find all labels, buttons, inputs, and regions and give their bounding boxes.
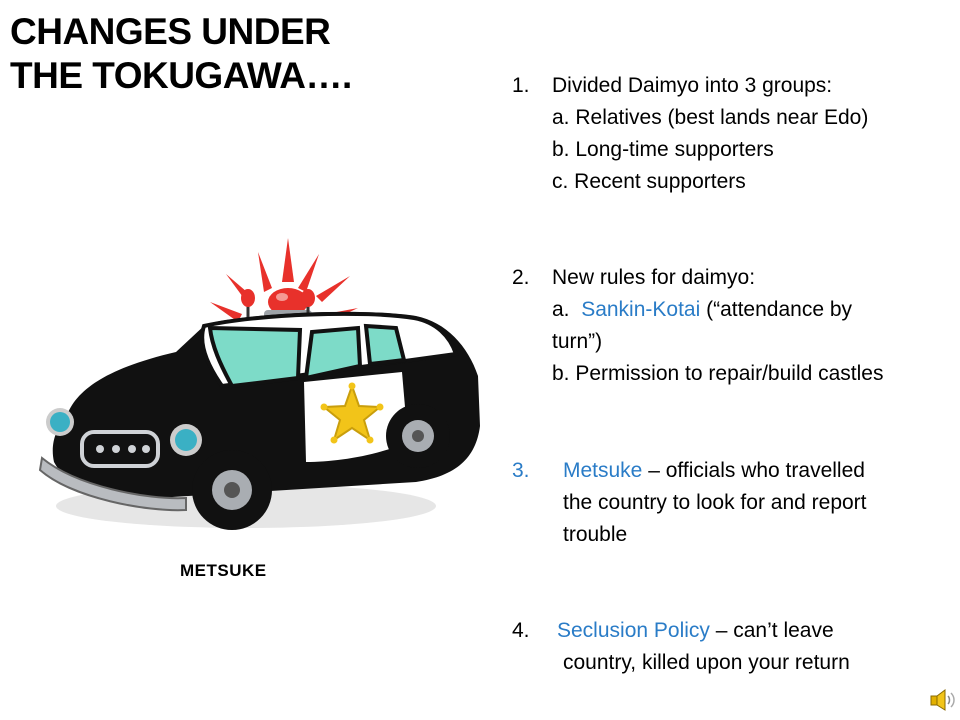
sub-item-a: a. Sankin-Kotai (“attendance by [552, 298, 853, 321]
sub-item-a: a. Relatives (best lands near Edo) [552, 106, 869, 129]
item-line-2: the country to look for and report [563, 491, 867, 514]
list-item-4 [512, 615, 952, 679]
item-line-1: Metsuke – officials who travelled [563, 459, 865, 482]
sub-item-b: b. Long-time supporters [552, 138, 774, 161]
title-line-2: THE TOKUGAWA…. [10, 55, 352, 96]
item-number: 1. [512, 74, 530, 97]
term-seclusion-policy: Seclusion Policy [557, 619, 710, 642]
item-line-2: country, killed upon your return [563, 651, 850, 674]
item-number: 3. [512, 459, 530, 482]
item-line-3: trouble [563, 523, 628, 546]
item-heading: New rules for daimyo: [552, 266, 756, 289]
term-sankin-kotai: Sankin-Kotai [581, 298, 701, 321]
list-item-2 [512, 262, 952, 390]
page-title [10, 10, 352, 98]
speaker-icon[interactable] [928, 686, 956, 714]
title-line-1: CHANGES UNDER [10, 11, 331, 52]
item-number: 2. [512, 266, 530, 289]
list-item-1 [512, 70, 952, 198]
item-number: 4. [512, 619, 530, 642]
term-metsuke: Metsuke [563, 459, 643, 482]
sub-item-a-continuation: turn”) [552, 330, 603, 353]
sub-item-b: b. Permission to repair/build castles [552, 362, 884, 385]
image-caption: METSUKE [180, 561, 267, 580]
item-line-1: Seclusion Policy – can’t leave [557, 619, 834, 642]
item-heading: Divided Daimyo into 3 groups: [552, 74, 833, 97]
police-car-icon [36, 236, 484, 548]
list-item-3 [512, 455, 952, 551]
sub-item-c: c. Recent supporters [552, 170, 746, 193]
